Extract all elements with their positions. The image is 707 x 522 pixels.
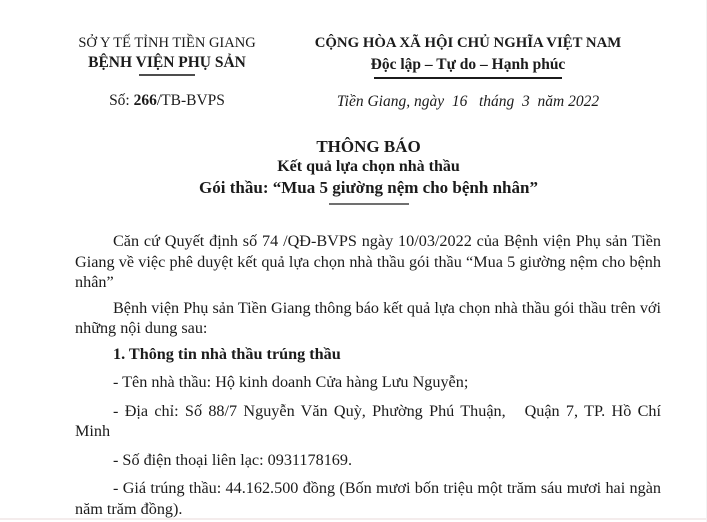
doc-number-suffix: /TB-BVPS — [156, 92, 225, 109]
contractor-phone-item: - Số điện thoại liên lạc: 0931178169. — [113, 450, 353, 469]
document-body — [75, 231, 666, 519]
doc-number — [67, 92, 267, 110]
title-block — [75, 137, 662, 205]
document-header — [0, 0, 706, 111]
package-name: Gói thầu: “Mua 5 giường nệm cho bệnh nhân” — [199, 178, 538, 197]
national-title: CỘNG HÒA XÃ HỘI CHỦ NGHĨA VIỆT NAM — [314, 35, 622, 51]
page-bottom-edge — [0, 518, 706, 520]
doc-subtitle: Kết quả lựa chọn nhà thầu — [277, 158, 460, 175]
paragraph-announcement: Bệnh viện Phụ sản Tiền Giang thông báo kết quả lựa chọn nhà thầu gói thầu trên với những nội dung sau: — [75, 298, 666, 337]
issuer-block — [67, 35, 267, 111]
motto-underline — [374, 77, 562, 79]
doc-number-value: 266 — [133, 92, 157, 109]
issuer-department: SỞ Y TẾ TỈNH TIỀN GIANG — [78, 35, 256, 51]
national-block — [303, 35, 633, 111]
section-1-heading: 1. Thông tin nhà thầu trúng thầu — [113, 344, 341, 363]
paragraph-legal-basis: Căn cứ Quyết định số 74 /QĐ-BVPS ngày 10/03/2022 của Bệnh viện Phụ sản Tiền Giang về việc phê duyệt kết quả lựa chọn nhà thầu gói thầu “Mua 5 giường nệm cho bệnh nhân” — [75, 232, 666, 291]
issuer-underline — [139, 74, 195, 76]
doc-title: THÔNG BÁO — [316, 137, 421, 156]
contractor-name-item: - Tên nhà thầu: Hộ kinh doanh Cửa hàng Lưu Nguyễn; — [113, 373, 469, 391]
national-motto: Độc lập – Tự do – Hạnh phúc — [370, 56, 566, 73]
title-underline — [329, 203, 409, 205]
doc-number-label: Số: — [109, 92, 134, 109]
winning-price-item: - Giá trúng thầu: 44.162.500 đồng (Bốn mươi bốn triệu một trăm sáu mươi hai ngàn năm trăm đồng). — [75, 479, 666, 518]
contractor-address-item: - Địa chỉ: Số 88/7 Nguyễn Văn Quỳ, Phường Phú Thuận, Quận 7, TP. Hồ Chí Minh — [75, 401, 666, 440]
date-line: Tiền Giang, ngày 16 tháng 3 năm 2022 — [336, 93, 600, 110]
issuer-hospital-name: BỆNH VIỆN PHỤ SẢN — [88, 54, 246, 71]
